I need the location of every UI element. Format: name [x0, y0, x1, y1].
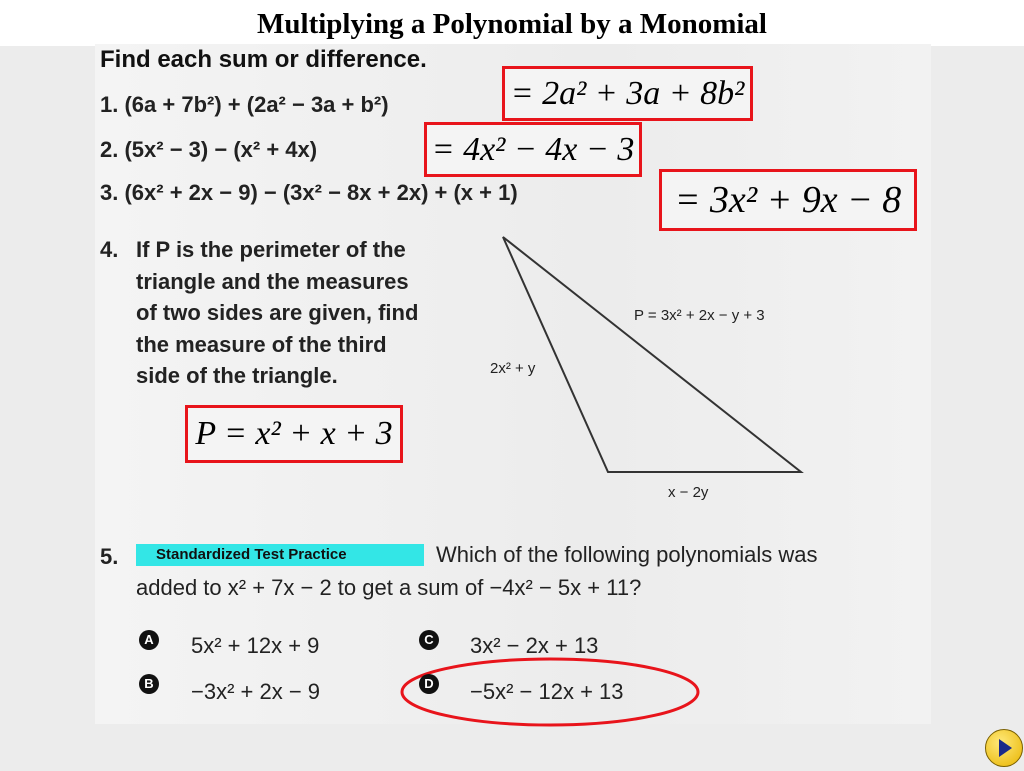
problem-expr: (6a + 7b²) + (2a² − 3a + b²) — [124, 92, 389, 117]
problem-5-number: 5. — [100, 544, 119, 569]
next-slide-button[interactable] — [985, 729, 1023, 767]
standardized-test-badge: Standardized Test Practice — [136, 544, 424, 566]
problem-number: 4. — [100, 237, 119, 262]
answer-box-3: = 3x² + 9x − 8 — [659, 169, 917, 231]
text-line: triangle and the measures — [136, 268, 409, 294]
answer-box-2: = 4x² − 4x − 3 — [424, 122, 642, 177]
left-side-label: 2x² + y — [490, 360, 536, 377]
choice-b-icon: B — [139, 674, 159, 694]
heading: Find each sum or difference. — [100, 46, 427, 73]
bottom-side-label: x − 2y — [668, 484, 709, 501]
text-line: the measure of the third — [136, 331, 387, 357]
problem-number: 1. — [100, 92, 119, 117]
choice-c: 3x² − 2x + 13 — [470, 633, 599, 658]
triangle — [503, 237, 801, 472]
problem-number: 2. — [100, 137, 119, 162]
choice-a: 5x² + 12x + 9 — [191, 633, 320, 658]
next-arrow-icon — [986, 730, 1022, 766]
text-line: of two sides are given, find — [136, 300, 419, 325]
perimeter-label: P = 3x² + 2x − y + 3 — [634, 307, 765, 324]
problem-5-line-2: added to x² + 7x − 2 to get a sum of −4x² − 5x + 11? — [136, 575, 642, 600]
choice-d: −5x² − 12x + 13 — [470, 679, 624, 704]
answer-box-1: = 2a² + 3a + 8b² — [502, 66, 753, 121]
choice-a-icon: A — [139, 630, 159, 650]
choice-b: −3x² + 2x − 9 — [191, 679, 321, 704]
choice-d-icon: D — [419, 674, 439, 694]
text-line: side of the triangle. — [136, 363, 338, 388]
problem-5-line-1: Which of the following polynomials was — [436, 542, 818, 567]
problem-expr: (6x² + 2x − 9) − (3x² − 8x + 2x) + (x + 1) — [124, 180, 518, 205]
problem-expr: (5x² − 3) − (x² + 4x) — [124, 137, 318, 162]
choice-c-icon: C — [419, 630, 439, 650]
answer-box-4: P = x² + x + 3 — [185, 405, 403, 463]
slide-title: Multiplying a Polynomial by a Monomial — [257, 8, 767, 40]
text-line: If P is the perimeter of the — [136, 237, 406, 262]
problem-number: 3. — [100, 180, 119, 205]
